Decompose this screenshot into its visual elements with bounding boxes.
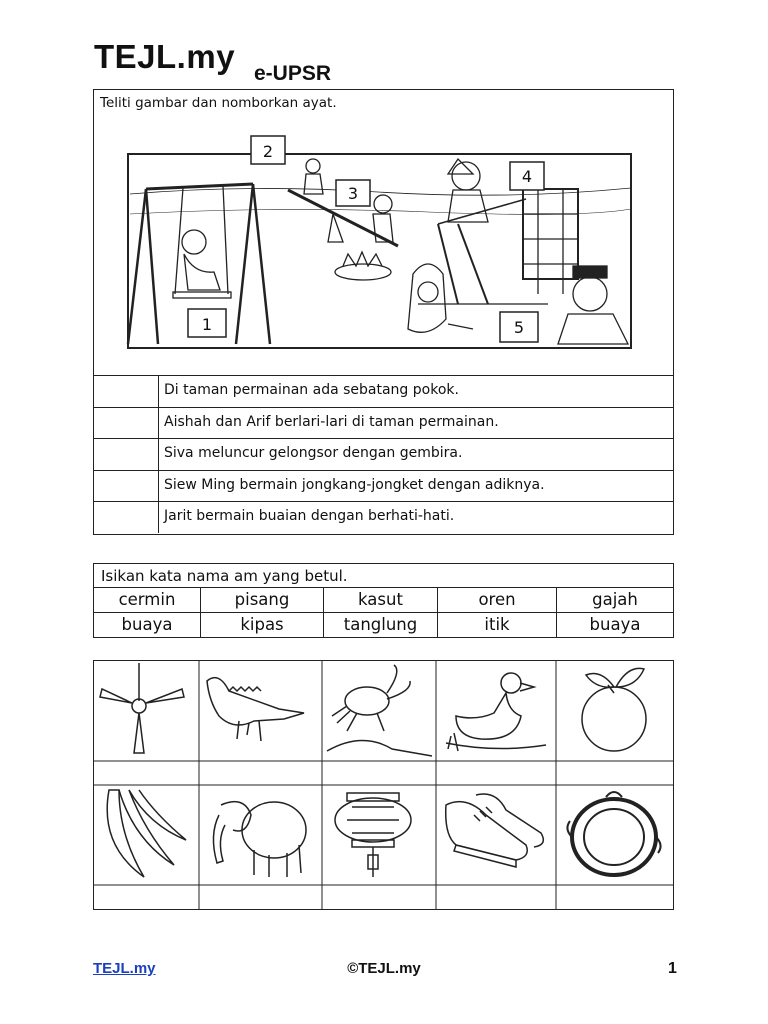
picture-label-1: 1 bbox=[201, 315, 213, 334]
shoes-icon bbox=[436, 785, 556, 885]
sentence-text: Aishah dan Arif berlari-lari di taman permainan. bbox=[164, 413, 499, 430]
brand-title: TEJL.my bbox=[94, 38, 236, 75]
sentence-row bbox=[94, 438, 673, 470]
picture-number-labels bbox=[188, 136, 544, 342]
orange-icon bbox=[556, 661, 673, 761]
answer-box[interactable] bbox=[94, 408, 159, 439]
duck-icon bbox=[436, 661, 556, 761]
answer-box[interactable] bbox=[94, 502, 159, 533]
answer-box[interactable] bbox=[94, 376, 159, 407]
word-row bbox=[94, 588, 673, 612]
exercise-2-instruction: Isikan kata nama am yang betul. bbox=[94, 564, 673, 588]
sentence-row bbox=[94, 470, 673, 502]
sentence-text: Siva meluncur gelongsor dengan gembira. bbox=[164, 445, 463, 461]
answer-box[interactable] bbox=[94, 471, 159, 502]
page-number: 1 bbox=[668, 960, 677, 977]
word-cell: buaya bbox=[556, 613, 673, 637]
word-cell: cermin bbox=[118, 590, 176, 609]
picture-label-4: 4 bbox=[521, 167, 533, 186]
word-cell: itik bbox=[437, 613, 556, 637]
picture-label-5: 5 bbox=[513, 318, 525, 337]
word-cell: tanglung bbox=[323, 613, 437, 637]
word-cell: buaya bbox=[121, 615, 173, 634]
mirror-icon bbox=[556, 785, 673, 885]
footer-copyright: ©TEJL.my bbox=[347, 960, 421, 977]
word-cell: oren bbox=[437, 588, 556, 612]
word-cell: kipas bbox=[200, 613, 323, 637]
brand-subtitle: e-UPSR bbox=[254, 62, 332, 85]
sentence-text: Siew Ming bermain jongkang-jongket dengan adiknya. bbox=[164, 476, 545, 493]
banana-icon bbox=[94, 785, 199, 885]
sentence-list bbox=[94, 375, 673, 533]
elephant-icon bbox=[199, 785, 322, 885]
answer-box[interactable] bbox=[94, 439, 159, 470]
crab-icon bbox=[322, 661, 436, 761]
sentence-row bbox=[94, 407, 673, 439]
crocodile-icon bbox=[199, 661, 322, 761]
word-row bbox=[94, 612, 673, 637]
ceiling-fan-icon bbox=[94, 661, 199, 761]
exercise-1-instruction: Teliti gambar dan nomborkan ayat. bbox=[100, 95, 337, 111]
word-cell: kasut bbox=[323, 588, 437, 612]
picture-label-2: 2 bbox=[262, 142, 274, 161]
sentence-text: Di taman permainan ada sebatang pokok. bbox=[164, 382, 459, 398]
picture-label-3: 3 bbox=[347, 184, 359, 203]
picture-answer-grid bbox=[93, 660, 674, 910]
sentence-row bbox=[94, 375, 673, 407]
word-cell: pisang bbox=[200, 588, 323, 612]
lantern-icon bbox=[322, 785, 436, 885]
word-bank-box bbox=[93, 563, 674, 638]
word-cell: gajah bbox=[556, 588, 673, 612]
playground-scene-image bbox=[128, 142, 631, 348]
sentence-row bbox=[94, 501, 673, 533]
sentence-text: Jarit bermain buaian dengan berhati-hati. bbox=[164, 508, 455, 524]
exercise-1-box bbox=[93, 89, 674, 535]
footer-link[interactable]: TEJL.my bbox=[93, 960, 156, 977]
